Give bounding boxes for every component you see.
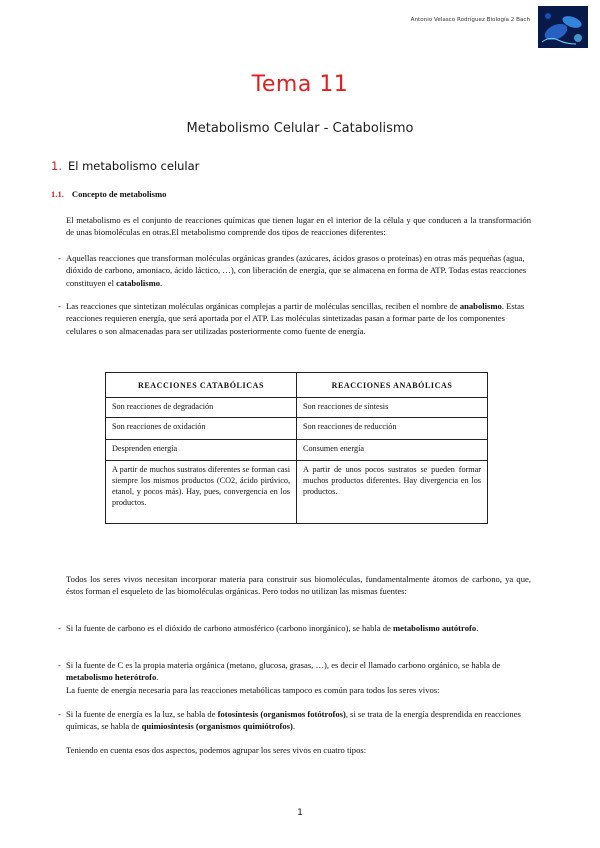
autotroph-term: metabolismo autótrofo <box>393 623 477 633</box>
subsection-heading <box>51 189 166 199</box>
catabolism-term: catabolismo <box>116 277 161 288</box>
anabolism-bullet: - Las reacciones que sintetizan moléculas orgánicas complejas a partir de moléculas sencillas, reciben el nombre de anabolismo. Estas reacciones requieren energía, que será aportada por el ATP. Las moléculas sintetizadas pasan a formar parte de los componentes celulares o son almacenadas para ser utilizadas posteriormente como fuente de energía. <box>58 301 525 336</box>
author-header: Antonio Velasco Rodríguez Biología 2 Bach <box>410 17 530 23</box>
reactions-table <box>105 372 488 524</box>
table-row <box>106 418 488 440</box>
carbon-source-paragraph: Todos los seres vivos necesitan incorporar materia para construir sus biomoléculas, fundamentalmente átomos de carbono, ya que, éstos forman el esqueleto de las biomoléculas orgánicas. Pero todos no utilizan las mismas fuentes: <box>66 574 531 597</box>
table-row <box>106 461 488 524</box>
subsection-label: Concepto de metabolismo <box>71 189 167 199</box>
anabolism-term: anabolismo <box>459 301 502 311</box>
table-cell: Desprenden energía <box>106 440 297 461</box>
autotroph-bullet: - Si la fuente de carbono es el dióxido de carbono atmosférico (carbono inorgánico), se habla de metabolismo autótrofo. <box>58 623 479 633</box>
table-cell: Consumen energía <box>297 440 488 461</box>
closing-paragraph: Teniendo en cuenta esos dos aspectos, podemos agrupar los seres vivos en cuatro tipos: <box>66 745 367 755</box>
bacteria-logo-icon <box>538 6 588 48</box>
table-cell: A partir de unos pocos sustratos se pueden formar muchos productos diferentes. Hay divergencia en los productos. <box>297 461 488 524</box>
table-row <box>106 440 488 461</box>
table-cell: Son reacciones de síntesis <box>297 398 488 418</box>
table-header-row <box>106 373 488 398</box>
section-label: El metabolismo celular <box>67 159 200 173</box>
table-row <box>106 398 488 418</box>
table-cell: Son reacciones de reducción <box>297 418 488 440</box>
table-cell: A partir de muchos sustratos diferentes se forman casi siempre los mismos productos (CO2, ácido pirúvico, etanol, y pocos más). Hay, pues, convergencia en los productos. <box>106 461 297 524</box>
subsection-number: 1.1. <box>51 189 64 199</box>
table-cell: Son reacciones de degradación <box>106 398 297 418</box>
chemotroph-term: quimiosíntesis (organismos quimiótrofos) <box>141 721 293 732</box>
section-number: 1. <box>51 159 62 173</box>
catabolism-bullet: - Aquellas reacciones que transforman moléculas orgánicas grandes (azúcares, ácidos grasos o proteínas) en otras más pequeñas (agua, dióxido de carbono, amoniaco, ácido láctico, …), con liberación de energía, que se almacena en forma de ATP. Todas estas reacciones constituyen el catabolismo. <box>58 253 527 288</box>
table-header: REACCIONES ANABÓLICAS <box>297 373 488 398</box>
table-header: REACCIONES CATABÓLICAS <box>106 373 297 398</box>
section-heading <box>51 159 199 173</box>
page-title: Tema 11 <box>251 72 349 97</box>
page-number: 1 <box>297 808 303 818</box>
phototroph-term: fotosíntesis (organismos fotótrofos) <box>217 709 346 719</box>
heterotroph-bullet: - Si la fuente de C es la propia materia orgánica (metano, glucosa, grasas, …), es decir el llamado carbono orgánico, se habla de metabolismo heterótrofo. La fuente de energía necesaria para las reacciones metabólicas tampoco es común para todos los seres vivos: <box>58 660 501 695</box>
page-subtitle: Metabolismo Celular - Catabolismo <box>186 121 414 136</box>
energy-source-line: La fuente de energía necesaria para las reacciones metabólicas tampoco es común para todos los seres vivos: <box>66 684 440 695</box>
heterotroph-term: metabolismo heterótrofo <box>66 672 157 683</box>
energy-bullet: - Si la fuente de energía es la luz, se habla de fotosíntesis (organismos fotótrofos), si se trata de la energía desprendida en reacciones químicas, se habla de quimiosíntesis (organismos quimiótrofos). <box>58 709 521 732</box>
intro-paragraph: El metabolismo es el conjunto de reacciones químicas que tienen lugar en el interior de la célula y que conducen a la transformación de unas biomoléculas en otras.El metabolismo comprende dos tipos de reacciones diferentes: <box>66 215 531 238</box>
table-cell: Son reacciones de oxidación <box>106 418 297 440</box>
